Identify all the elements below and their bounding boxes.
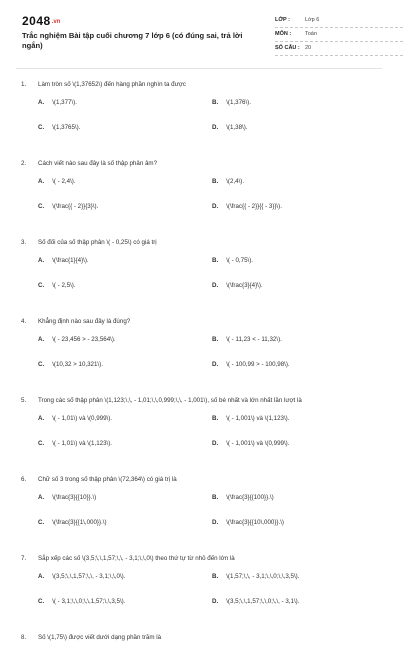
question-stem	[0, 317, 400, 327]
answer-option[interactable]	[38, 335, 188, 344]
option-letter: C.	[38, 361, 45, 368]
meta-value: 20	[305, 45, 312, 51]
option-text: \(3,5;\,\,1,57;\,\,0;\,\, - 3,1\).	[226, 598, 300, 605]
question-number: 2.	[21, 160, 27, 167]
answer-option[interactable]	[212, 493, 362, 502]
answer-options	[0, 414, 400, 464]
option-text: \(\frac{1}{4}\).	[52, 257, 89, 264]
option-text: \(\frac{{ - 2}}{{ - 3}}\).	[226, 203, 282, 210]
option-letter: A.	[38, 336, 45, 343]
answer-options	[0, 572, 400, 622]
option-letter: A.	[38, 415, 45, 422]
option-text: \( - 1,001\) và \(1,123\).	[226, 415, 290, 422]
option-letter: A.	[38, 257, 45, 264]
answer-option[interactable]	[212, 281, 362, 290]
answer-option[interactable]	[212, 414, 362, 423]
meta-row-subject	[275, 28, 403, 42]
option-letter: B.	[212, 415, 219, 422]
option-text: \(\frac{3}{{100}}.\)	[226, 494, 274, 501]
answer-option[interactable]	[38, 123, 188, 132]
option-letter: C.	[38, 519, 45, 526]
question-text: Làm tròn số \(1,37652\) đến hàng phần nghìn ta được	[38, 81, 186, 88]
question-stem	[0, 475, 400, 485]
answer-option[interactable]	[38, 256, 188, 265]
answer-option[interactable]	[212, 439, 362, 448]
answer-option[interactable]	[38, 98, 188, 107]
option-text: \( - 2,4\).	[52, 178, 76, 185]
option-text: \( - 11,23 < - 11,32\).	[226, 336, 282, 343]
question-item	[0, 633, 400, 643]
option-letter: B.	[212, 336, 219, 343]
answer-option[interactable]	[212, 572, 362, 581]
option-letter: B.	[212, 99, 219, 106]
option-letter: D.	[212, 361, 219, 368]
answer-option[interactable]	[212, 202, 362, 211]
question-text: Số \(1,75\) được viết dưới dạng phần trăm là	[38, 634, 162, 641]
option-letter: D.	[212, 124, 219, 131]
question-stem	[0, 396, 400, 406]
answer-option[interactable]	[212, 518, 362, 527]
option-letter: C.	[38, 203, 45, 210]
answer-option[interactable]	[38, 597, 188, 606]
option-text: \( - 100,99 > - 100,98\).	[226, 361, 290, 368]
answer-options	[0, 256, 400, 306]
answer-option[interactable]	[38, 281, 188, 290]
question-number: 4.	[21, 318, 27, 325]
option-text: \(1,38\).	[226, 124, 248, 131]
question-text: Sắp xếp các số \(3,5;\,\,1,57;\,\, - 3,1;\,\,0\) theo thứ tự từ nhỏ đến lớn là	[38, 555, 235, 562]
meta-label: SỐ CÂU :	[275, 45, 300, 51]
question-list	[0, 80, 400, 654]
question-number: 7.	[21, 555, 27, 562]
option-letter: C.	[38, 598, 45, 605]
question-text: Trong các số thập phân \(1,123;\,\, - 1,01;\,\,0,999;\,\, - 1,001\), số bé nhất và lớn nhất lần lượt là	[38, 397, 302, 404]
answer-options	[0, 98, 400, 148]
option-text: \(1,57;\,\, - 3,1;\,\,0;\,\,3,5\).	[226, 573, 300, 580]
option-letter: D.	[212, 440, 219, 447]
option-text: \( - 2,5\).	[52, 282, 76, 289]
option-text: \(10,32 > 10,321\).	[52, 361, 103, 368]
question-stem	[0, 554, 400, 564]
question-number: 1.	[21, 81, 27, 88]
option-letter: B.	[212, 494, 219, 501]
answer-options	[0, 335, 400, 385]
question-number: 6.	[21, 476, 27, 483]
question-number: 3.	[21, 239, 27, 246]
question-item	[0, 238, 400, 306]
question-item	[0, 317, 400, 385]
question-stem	[0, 159, 400, 169]
answer-option[interactable]	[212, 256, 362, 265]
question-text: Số đối của số thập phân \( - 0,25\) có giá trị	[38, 239, 157, 246]
option-text: \(3,5;\,\,1,57;\,\, - 3,1;\,\,0\).	[52, 573, 126, 580]
meta-value: Lớp 6	[305, 17, 320, 23]
question-stem	[0, 80, 400, 90]
question-text: Cách viết nào sau đây là số thập phân âm?	[38, 160, 158, 167]
answer-option[interactable]	[212, 335, 362, 344]
meta-row-count	[275, 42, 403, 56]
question-stem	[0, 238, 400, 248]
answer-option[interactable]	[38, 360, 188, 369]
option-text: \( - 3,1;\,\,0;\,\,1,57;\,\,3,5\).	[52, 598, 126, 605]
option-text: \( - 23,456 > - 23,564\).	[52, 336, 116, 343]
option-text: \(2,4\).	[226, 178, 245, 185]
question-number: 8.	[21, 634, 27, 641]
question-number: 5.	[21, 397, 27, 404]
answer-options	[0, 493, 400, 543]
answer-option[interactable]	[38, 493, 188, 502]
answer-option[interactable]	[212, 177, 362, 186]
option-letter: D.	[212, 282, 219, 289]
option-letter: B.	[212, 178, 219, 185]
option-letter: B.	[212, 573, 219, 580]
option-text: \(\frac{{ - 2}}{3}\).	[52, 203, 99, 210]
question-item	[0, 159, 400, 227]
answer-option[interactable]	[212, 123, 362, 132]
meta-value: Toán	[305, 31, 317, 37]
question-item	[0, 396, 400, 464]
option-text: \(\frac{3}{4}\).	[226, 282, 263, 289]
option-text: \( - 1,01\) và \(1,123\).	[52, 440, 113, 447]
answer-option[interactable]	[38, 439, 188, 448]
answer-option[interactable]	[38, 518, 188, 527]
header-divider	[16, 68, 382, 69]
question-text: Khẳng định nào sau đây là đúng?	[38, 318, 131, 325]
logo-suffix: .vn	[51, 18, 61, 25]
option-letter: C.	[38, 440, 45, 447]
answer-option[interactable]	[38, 177, 188, 186]
option-text: \(1,377\).	[52, 99, 77, 106]
site-logo[interactable]	[22, 14, 60, 28]
quiz-meta	[275, 14, 403, 56]
question-stem	[0, 633, 400, 643]
meta-label: MÔN :	[275, 31, 292, 37]
option-letter: A.	[38, 178, 45, 185]
meta-row-class	[275, 14, 403, 28]
option-text: \(\frac{3}{{10}}.\)	[52, 494, 97, 501]
option-letter: C.	[38, 282, 45, 289]
answer-option[interactable]	[38, 414, 188, 423]
question-item	[0, 475, 400, 543]
question-item	[0, 554, 400, 622]
answer-options	[0, 177, 400, 227]
meta-label: LỚP :	[275, 17, 290, 23]
option-letter: D.	[212, 203, 219, 210]
answer-option[interactable]	[38, 202, 188, 211]
option-text: \( - 0,75\).	[226, 257, 254, 264]
option-text: \(\frac{3}{{10\,000}}.\)	[226, 519, 284, 526]
option-text: \( - 1,001\) và \(0,999\).	[226, 440, 290, 447]
option-letter: C.	[38, 124, 45, 131]
option-text: \(\frac{3}{{1\,000}}.\)	[52, 519, 107, 526]
answer-option[interactable]	[212, 98, 362, 107]
answer-option[interactable]	[212, 360, 362, 369]
option-letter: A.	[38, 494, 45, 501]
option-letter: A.	[38, 573, 45, 580]
option-letter: D.	[212, 519, 219, 526]
option-text: \(1,3765\).	[52, 124, 81, 131]
answer-option[interactable]	[38, 572, 188, 581]
quiz-header	[22, 14, 382, 58]
logo-text: 2048	[22, 14, 51, 28]
option-letter: B.	[212, 257, 219, 264]
option-letter: D.	[212, 598, 219, 605]
quiz-title: Trắc nghiệm Bài tập cuối chương 7 lớp 6 (có đúng sai, trả lời ngắn)	[22, 31, 243, 50]
answer-option[interactable]	[212, 597, 362, 606]
option-letter: A.	[38, 99, 45, 106]
question-text: Chữ số 3 trong số thập phân \(72,364\) có giá trị là	[38, 476, 177, 483]
option-text: \(1,376\).	[226, 99, 251, 106]
option-text: \( - 1,01\) và \(0,999\).	[52, 415, 113, 422]
question-item	[0, 80, 400, 148]
